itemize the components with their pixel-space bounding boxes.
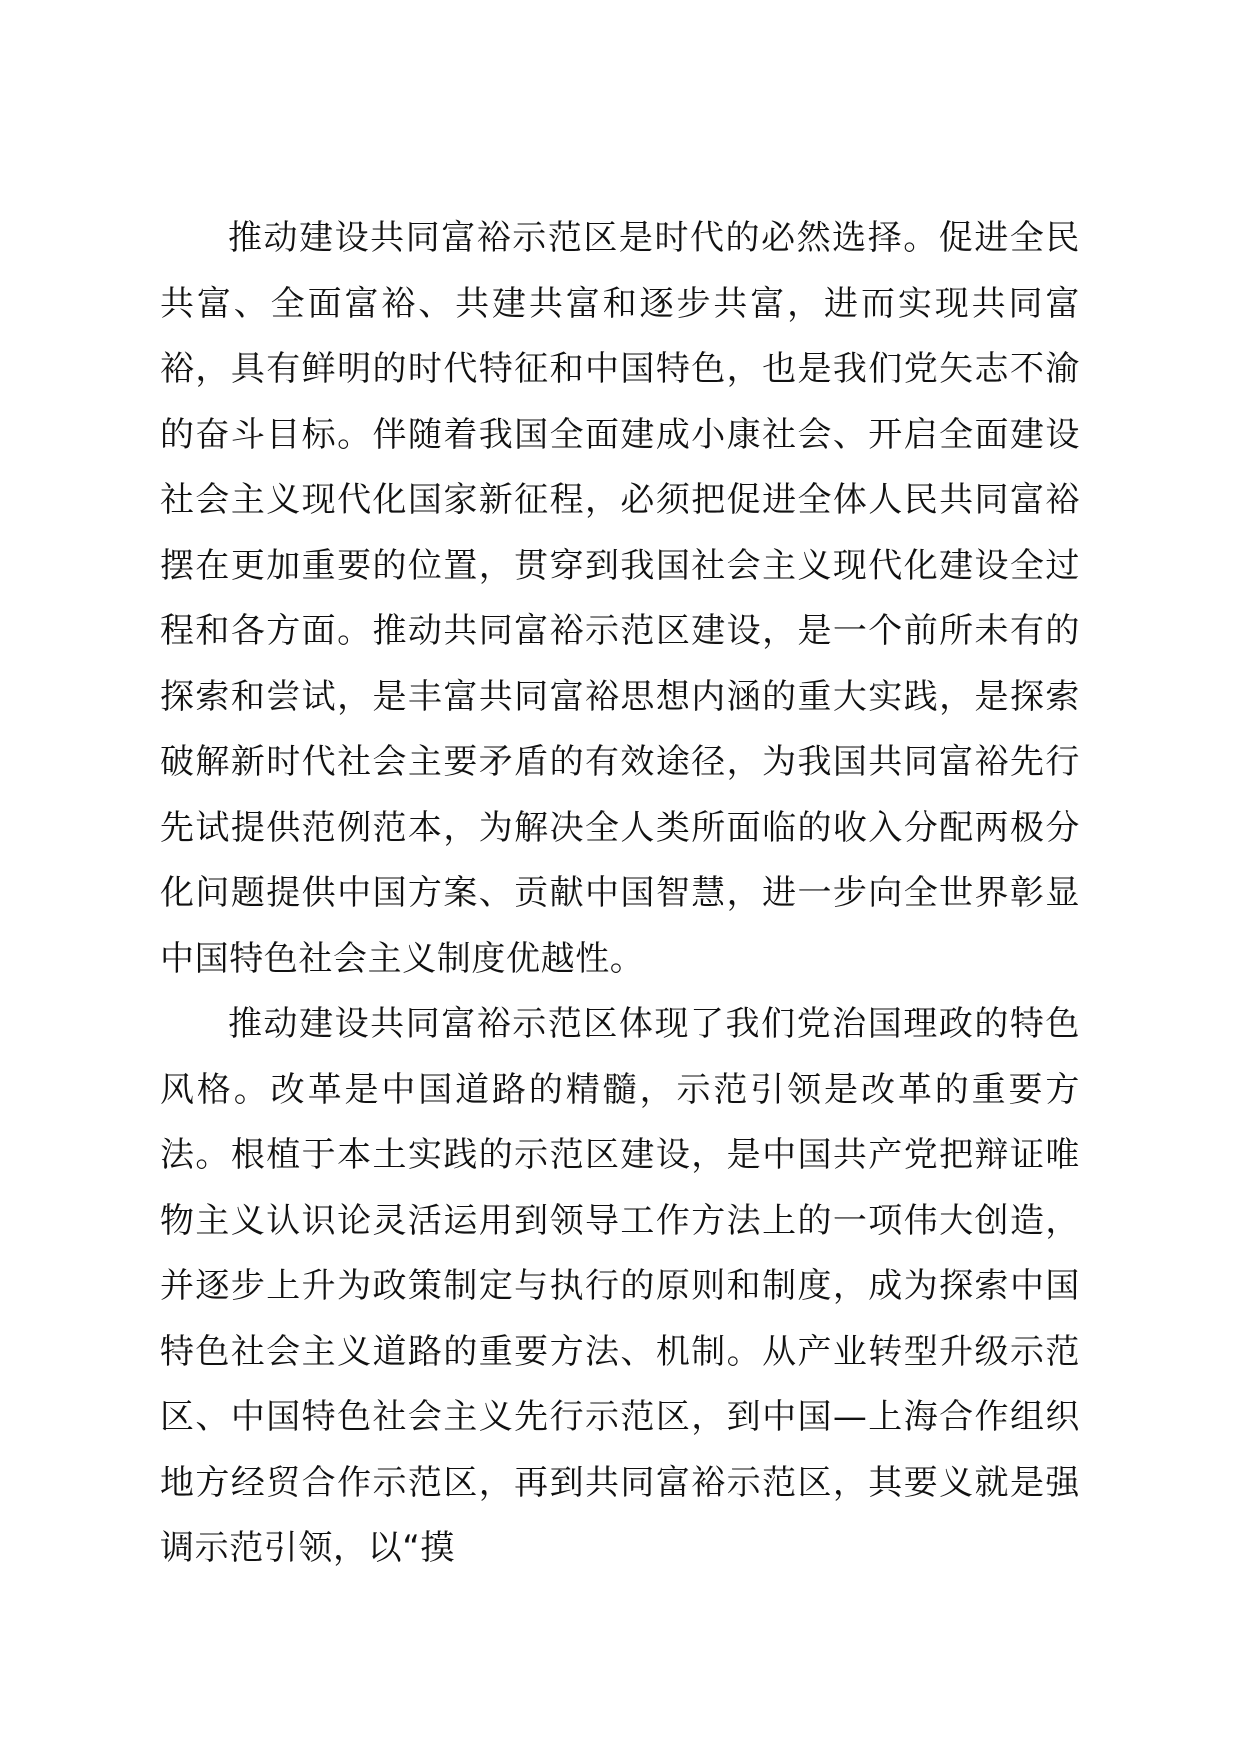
paragraph-2: 推动建设共同富裕示范区体现了我们党治国理政的特色风格。改革是中国道路的精髓，示范引领是改革的重要方法。根植于本土实践的示范区建设，是中国共产党把辩证唯物主义认识论灵活运用到领导工作方法上的一项伟大创造，并逐步上升为政策制定与执行的原则和制度，成为探索中国特色社会主义道路的重要方法、机制。从产业转型升级示范区、中国特色社会主义先行示范区，到中国—上海合作组织地方经贸合作示范区，再到共同富裕示范区，其要义就是强调示范引领，以“摸 bbox=[160, 1004, 1080, 1568]
document-body bbox=[160, 206, 1080, 1582]
paragraph-1: 推动建设共同富裕示范区是时代的必然选择。促进全民共富、全面富裕、共建共富和逐步共富，进而实现共同富裕，具有鲜明的时代特征和中国特色，也是我们党矢志不渝的奋斗目标。伴随着我国全面建成小康社会、开启全面建设社会主义现代化国家新征程，必须把促进全体人民共同富裕摆在更加重要的位置，贯穿到我国社会主义现代化建设全过程和各方面。推动共同富裕示范区建设，是一个前所未有的探索和尝试，是丰富共同富裕思想内涵的重大实践，是探索破解新时代社会主要矛盾的有效途径，为我国共同富裕先行先试提供范例范本，为解决全人类所面临的收入分配两极分化问题提供中国方案、贡献中国智慧，进一步向全世界彰显中国特色社会主义制度优越性。 bbox=[160, 218, 1080, 979]
